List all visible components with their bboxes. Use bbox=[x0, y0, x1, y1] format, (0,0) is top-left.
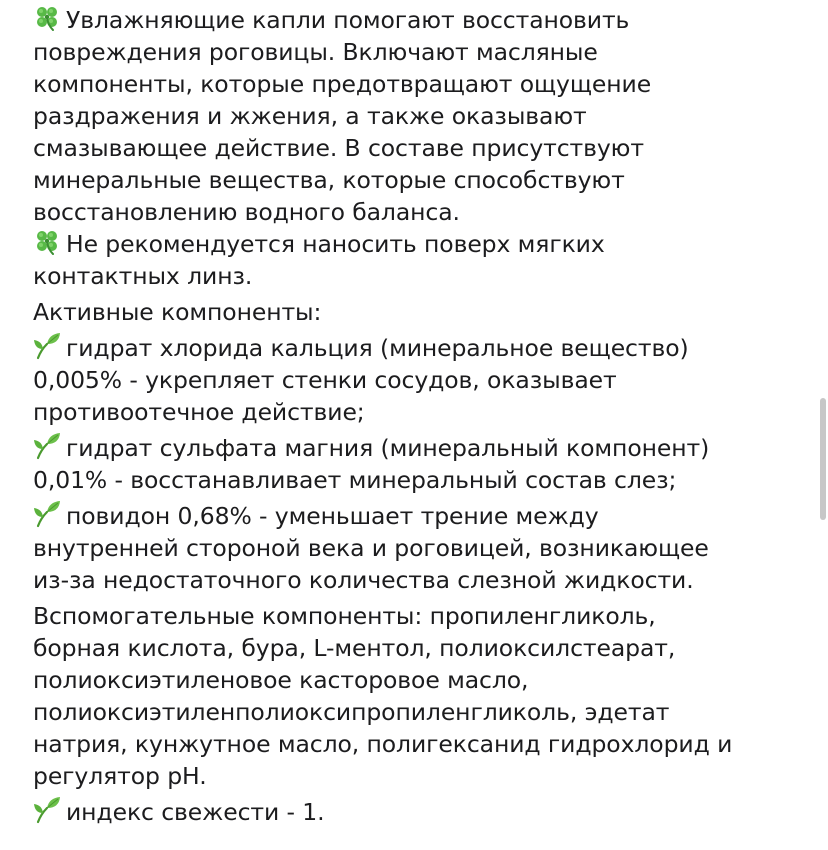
ingredient-calcium-chloride: гидрат хлорида кальция (минеральное вещество) 0,005% - укрепляет стенки сосудов, оказывает противоотечное действие; bbox=[33, 334, 689, 426]
post-text bbox=[33, 4, 803, 828]
seedling-icon bbox=[33, 432, 61, 460]
paragraph-moisturizing: Увлажняющие капли помогают восстановить повреждения роговицы. Включают масляные компоненты, которые предотвращают ощущение раздражения и жжения, а также оказывают смазывающее действие. В составе присутствуют минеральные вещества, которые способствуют восстановлению водного баланса. bbox=[33, 6, 652, 226]
seedling-icon bbox=[33, 796, 61, 824]
heading-active-components: Активные компоненты: bbox=[33, 298, 322, 326]
seedling-icon bbox=[33, 500, 61, 528]
vertical-scrollbar[interactable] bbox=[820, 398, 826, 520]
ingredient-povidone: повидон 0,68% - уменьшает трение между внутренней стороной века и роговицей, возникающее из-за недостаточного количества слезной жидкости. bbox=[33, 502, 709, 594]
ingredient-magnesium-sulfate: гидрат сульфата магния (минеральный компонент) 0,01% - восстанавливает минеральный состав слез; bbox=[33, 434, 710, 494]
clover-icon bbox=[33, 4, 61, 32]
auxiliary-components: Вспомогательные компоненты: пропиленгликоль, борная кислота, бура, L-ментол, полиоксилстеарат, полиоксиэтиленовое касторовое масло, полиоксиэтиленполиоксипропиленгликоль, эдетат натрия, кунжутное масло, полигексанид гидрохлорид и регулятор pH. bbox=[33, 602, 733, 790]
paragraph-contact-lenses: Не рекомендуется наносить поверх мягких контактных линз. bbox=[33, 230, 605, 290]
clover-icon bbox=[33, 228, 61, 256]
seedling-icon bbox=[33, 332, 61, 360]
freshness-index: индекс свежести - 1. bbox=[33, 796, 803, 828]
